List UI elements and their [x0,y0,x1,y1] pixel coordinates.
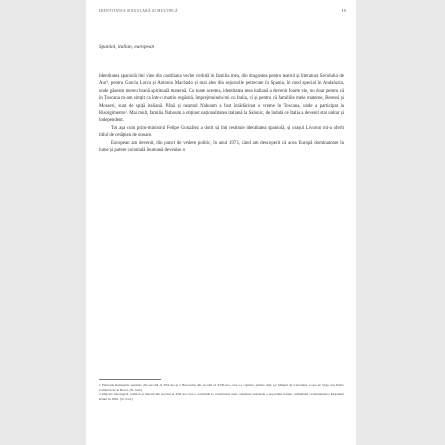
footnote: 2 Mișcare ideologică, politică și literară din secolul al XIX-lea care a contribuit la construirea unei conștiințe naționale a poporului italian, culminând cu întemeierea Regatului Italiei în 1861. (N. trad.) [99,392,344,402]
book-page [86,0,356,445]
running-header: IDENTITATEA SINGULARĂ ȘI MULTIPLĂ [99,9,178,13]
section-title: Spaniol, italian, european [99,44,155,50]
body-paragraph: Tot așa cum prim-ministrul Felipe González a dorit să îmi restituie identitatea spaniolă, și orașul Livorno mi-a oferit titlul de cetățean de onoare. [99,125,344,139]
footnote: 1 Perioada Renașterii spaniole din secolul al XVI-lea și a Barocului din secolul al XVII-lea, care i-a cuprins, printre alții, pe Miguel de Cervantes, Lope de Vega sau Pedro Calderón de la Barca. (N. trad.) [99,383,344,392]
footnotes [99,383,344,402]
main-text [99,73,344,154]
body-paragraph: Identitatea spaniolă îmi vine din castiliana veche vorbită în familia mea, din dragostea pentru teatrul și literatura Secolului de Aur¹, pentru García Lorca și Antonio Machado și mai ales din sejururile petrecute în Spania, în mod special în Andaluzia, unde găseam mereu hrană spirituală maternă. Cu toate acestea, identitatea mea italiană a devenit foarte vie, nu doar pentru că în Toscana m-am simțit ca într-o matrie regăsită, împrejmuindu-mi cu Italia, ci și pentru că familiile mele materne, Beressi și Mosseri, sunt de spiță italiană. Până și neamul Nahoum a fost înrădăcinat o vreme în Toscana, unde a participat la Risorgimento². Mai mult, familia Nahoum a obținut naționalitatea italiană la Salonic, de îndată ce Italia a devenit stat unitar și independent. [99,74,344,124]
body-paragraph: European am devenit, din punct de vedere politic, în anul 1973, când am descoperit că acea Europă dominatoare în lume și putere colonială înumană devenise o [99,140,344,154]
page-number: 15 [341,8,346,13]
footnote-divider [99,379,161,380]
